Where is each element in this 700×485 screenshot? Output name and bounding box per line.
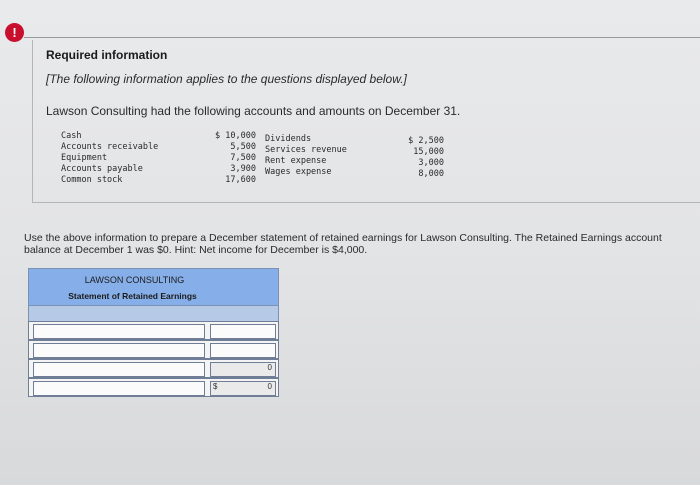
required-information-heading: Required information — [46, 48, 168, 62]
amount-input[interactable] — [210, 324, 276, 339]
description-input[interactable] — [33, 324, 205, 339]
worksheet-header — [28, 268, 279, 306]
description-input[interactable] — [33, 362, 205, 377]
info-note: [The following information applies to the questions displayed below.] — [46, 72, 407, 86]
amount-value: 0 — [267, 382, 272, 391]
currency-symbol: $ — [213, 382, 218, 391]
table-row — [28, 321, 279, 340]
instructions-text: Use the above information to prepare a December statement of retained earnings for Lawson Consulting. The Retained Earnings account balance at December 1 was $0. Hint: Net income for December is $4,000. — [24, 232, 662, 256]
table-row — [28, 378, 279, 397]
alert-icon: ! — [5, 23, 24, 42]
amount-cell — [210, 381, 276, 396]
top-divider — [24, 37, 700, 38]
info-panel — [32, 40, 700, 203]
account-name: Wages expense — [265, 167, 332, 177]
account-name: Common stock — [61, 175, 123, 185]
account-amount: 3,000 — [418, 158, 444, 168]
account-name: Accounts receivable — [61, 142, 159, 152]
intro-text: Lawson Consulting had the following accounts and amounts on December 31. — [46, 104, 461, 118]
account-name: Accounts payable — [61, 164, 143, 174]
account-name: Services revenue — [265, 145, 347, 155]
account-name: Dividends — [265, 134, 312, 144]
account-amount: 7,500 — [230, 153, 256, 163]
description-input[interactable] — [33, 381, 205, 396]
retained-earnings-worksheet — [28, 268, 279, 398]
account-amount: 5,500 — [230, 142, 256, 152]
account-amount: 15,000 — [413, 147, 444, 157]
account-name: Rent expense — [265, 156, 327, 166]
worksheet-title: Statement of Retained Earnings — [68, 291, 197, 301]
worksheet-company-name: LAWSON CONSULTING — [84, 275, 185, 285]
account-amount: 3,900 — [230, 164, 256, 174]
account-name: Cash — [61, 131, 82, 141]
table-row — [28, 359, 279, 378]
worksheet-subheader — [28, 305, 279, 322]
account-amount: 8,000 — [418, 169, 444, 179]
table-row — [28, 340, 279, 359]
amount-value: 0 — [267, 363, 272, 372]
account-amount: $ 2,500 — [408, 136, 444, 146]
account-amount: 17,600 — [225, 175, 256, 185]
amount-input[interactable] — [210, 343, 276, 358]
amount-cell — [210, 362, 276, 377]
account-name: Equipment — [61, 153, 108, 163]
account-amount: $ 10,000 — [215, 131, 256, 141]
description-input[interactable] — [33, 343, 205, 358]
